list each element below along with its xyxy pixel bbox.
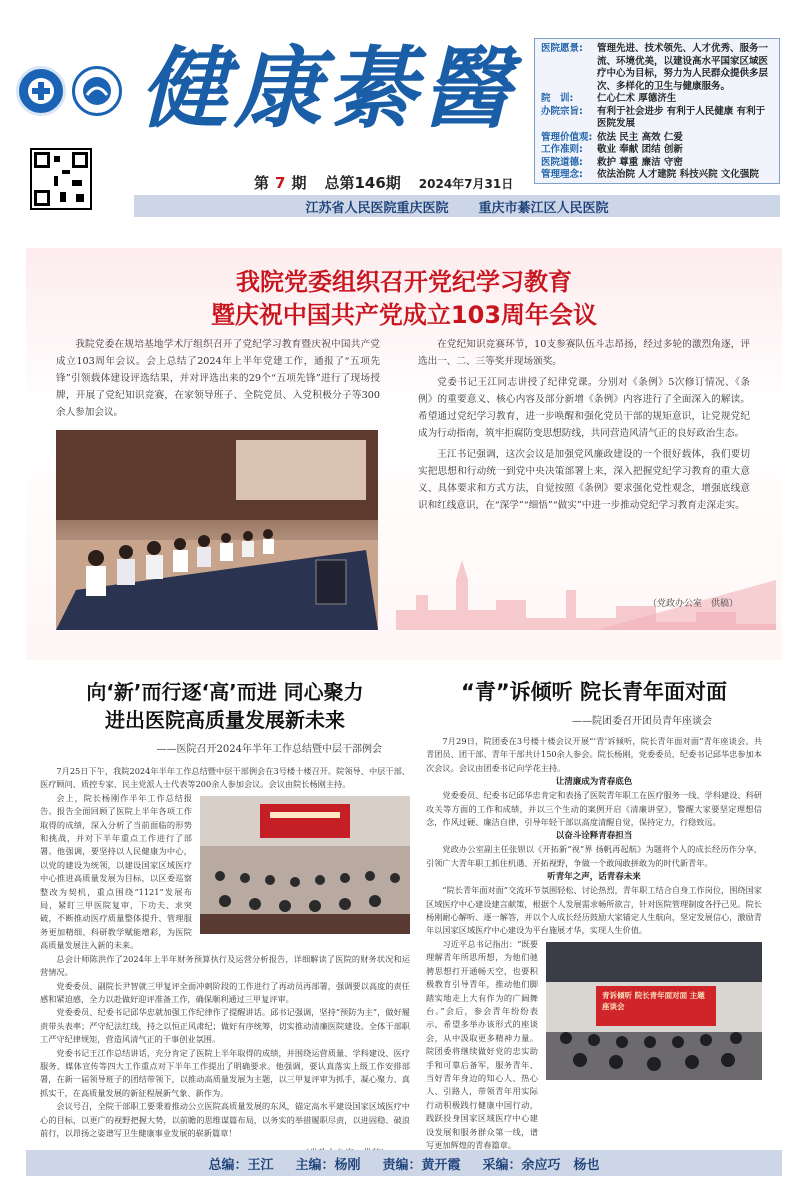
party-logo-icon [16, 66, 66, 116]
left-article-subtitle: ——医院召开2024年半年工作总结暨中层干部例会 [156, 744, 382, 755]
hospital-name-2: 重庆市綦江区人民医院 [478, 200, 609, 216]
forum-screen-text: 青诉倾听 院长青年面对面 主题座谈会 [602, 990, 705, 1011]
hospital-values-box: 医院愿景: 管理先进、技术领先、人才优秀、服务一流、环境优美，以建设高水平国家区域医疗中心为目标，努力为人民群众提供多层次、多样化的卫生与健康服务。 院 训: 仁心仁术 厚德济生 办院宗旨: 有利于社会进步 有利于人民健康 有利于医院发展 管理价值观: 依法 民主 高效 仁爱 工作准则: 敬业 奉献 团结 创新 医院道德: 救护 尊重 廉洁 守密 管理理念: 依法治院 人才建院 科技兴院 文化强院 [534, 38, 780, 184]
hospital-name-1: 江苏省人民医院重庆医院 [305, 200, 449, 216]
right-section-1: 让清廉成为青春底色 [555, 777, 633, 788]
right-paragraph-1: 7月29日，院团委在3号楼十楼会议开展“‘青’诉倾听，院长青年面对面”青年座谈会。共青团员、团干部、青年干部共计150余人参会。院长杨刚，党委委员、纪委书记邱华忠参加本次会议。会议由团委书记向学花主持。 [426, 736, 762, 773]
left-article-title [40, 678, 410, 734]
chief-editor: 总编：王江 [208, 1157, 274, 1173]
lead-title [26, 266, 782, 332]
responsible-editor: 责编：黄开霞 [382, 1157, 461, 1173]
issue-prefix: 第 [254, 174, 270, 192]
reporters: 采编：余应巧 杨也 [482, 1157, 600, 1173]
left-title-line1: 向‘新’而行逐‘高’而进 同心聚力 [86, 680, 364, 704]
right-paragraph-5: 习近平总书记指出：“既要理解青年所思所想，为他们驰骋思想打开通畅天空，也要积极教育引导青年，推动他们脚踏实地走上大有作为的广阔舞台。”会后，参会青年纷纷表示，希望多举办该形式的座谈会，从中汲取更多精神力量。院团委将继续做好党的忠实助手和可靠后备军，服务青年、当好青年身边的知心人、热心人、引路人，带领青年用实际行动积极践行健康中国行动，践跃投身国家区域医疗中心建设发展和服务群众第一线，谱写更加辉煌的青春篇章。 [426, 938, 538, 1150]
issue-date: 2024年7月31日 [418, 177, 514, 191]
right-section-2: 以奋斗诠释青春担当 [555, 831, 633, 842]
lead-credit: （党政办公室 供稿） [648, 599, 739, 609]
lead-paragraph-2: 在党纪知识竞赛环节，10支参赛队伍斗志昂扬，经过多轮的激烈角逐，评选出一、二、三等奖并现场颁奖。 [418, 339, 750, 367]
meeting-photo [56, 430, 378, 630]
hospital-logo-icon [72, 66, 122, 116]
right-section-3: 听青年之声，话青春未来 [547, 872, 641, 883]
hospital-name-bar [134, 195, 780, 217]
lead-article [26, 248, 782, 660]
right-paragraph-3: 党政办公室副主任张钡以《开拓新“视”界 扬帆再起航》为题将个人的成长经历作分享，引领广大青年职工抓住机遇、开拓视野，争做一个敢闯敢拼敢为的时代新青年。 [426, 844, 762, 868]
left-paragraph-7: 会议号召，全院干部职工要秉着推动公立医院高质量发展的东风，锚定高水平建设国家区域医疗中心的目标，以更广的视野把握大势，以前瞻的思维谋篇布局，以务实的举措履职尽责，以进固稳、破浪前行，以昂扬之姿谱写卫生健康事业发展的崭新篇章！ [40, 1101, 410, 1138]
right-article-subtitle: ——院团委召开团员青年座谈会 [572, 716, 712, 727]
newspaper-title: 健康綦醫 [140, 36, 517, 140]
lead-col-left [56, 336, 380, 421]
editor: 主编：杨刚 [295, 1157, 361, 1173]
youth-forum-photo [546, 942, 762, 1080]
left-paragraph-3: 总会计师陈洪作了2024年上半年财务预算执行及运营分析报告，详细解读了医院的财务状况和运营情况。 [40, 953, 410, 978]
lead-title-line1: 我院党委组织召开党纪学习教育 [236, 268, 572, 296]
footer-credits-bar [26, 1150, 782, 1176]
issue-total: 总第146期 [324, 174, 401, 192]
right-paragraph-2: 党委委员、纪委书记邱华忠肯定和表扬了医院青年职工在医疗服务一线、学科建设、科研攻关等方面的工作和成绩，并以三个生动的案例开启《清廉讲堂》，警醒大家要坚定理想信念，作风过硬、廉洁自律，引导年轻干部以高度清醒自觉，保持定力，行稳致远。 [426, 790, 762, 828]
left-paragraph-5: 党委委员、纪委书记邱华忠就加强工作纪律作了提醒讲话。邱书记强调，坚持“预防为主”，做好履责带头表率；严守纪法红线，持之以恒正风肃纪；做好有序统筹，切实推动清廉医院建设。全体干部职工严守纪律规矩，营造风清气正的干事创业氛围。 [40, 1007, 410, 1045]
right-article [426, 678, 762, 1150]
left-paragraph-2: 会上，院长杨刚作半年工作总结报告。报告全面回顾了医院上半年各项工作取得的成绩，深入分析了当前面临的形势和挑战，并对下半年重点工作进行了部署。他强调，要坚持以人民健康为中心，以党的建设为统领，以建设国家区域医疗中心推进高质量发展为目标，以区委巡察整改为契机，重点围绕“1121”发展布局，紧盯三甲医院复审，下功夫、求突破，不断推动医疗质量整体提升、管理服务更加精细、科研教学赋能增彩，为医院高质量发展注入新的未来。 [40, 792, 192, 951]
lead-paragraph-1: 我院党委在规培基地学术厅组织召开了党纪学习教育暨庆祝中国共产党成立103周年会议。会上总结了2024年上半年党建工作，通报了“五项先锋”引领载体建设评选结果，并对评选出来的29个“五项先锋”进行了现场授牌，开展了党纪知识竞赛，在家领导班子、全院党员、入党积极分子等300余人参加会议。 [56, 339, 380, 418]
summary-meeting-photo [200, 796, 410, 934]
lead-paragraph-4: 王江书记强调，这次会议是加强党风廉政建设的一个很好载体，我们要切实把思想和行动统一到党中央决策部署上来，深入把握党纪学习教育的重大意义、具体要求和方式方法，自觉按照《条例》要求强化党性观念，增强底线意识和红线意识，在“深学”“细悟”“做实”中进一步推动党纪学习教育走深走实。 [418, 449, 750, 511]
right-article-title: “青”诉倾听 院长青年面对面 [461, 680, 727, 704]
left-title-line2: 进出医院高质量发展新未来 [105, 708, 345, 732]
city-skyline-icon [396, 540, 776, 630]
left-paragraph-6: 党委书记王江作总结讲话，充分肯定了医院上半年取得的成绩，并围绕运营质量、学科建设、医疗服务、媒体宣传等四大工作重点对下半年工作提出了明确要求。他强调，要认真落实上级工作安排部署，在新一届领导班子的团结带领下，以推动高质量发展为主题，以三甲复评审为抓手，凝心聚力、真抓实干，在高质量发展的新征程展新气象、新作为。 [40, 1047, 410, 1098]
masthead [0, 0, 800, 222]
lead-col-right [418, 336, 750, 514]
issue-info [254, 172, 513, 193]
lead-title-line2: 暨庆祝中国共产党成立103周年会议 [210, 301, 598, 329]
left-article [40, 678, 410, 1138]
left-photo-block [40, 792, 410, 953]
issue-number: 7 [275, 174, 286, 192]
right-photo-block [426, 938, 762, 1153]
issue-suffix: 期 [291, 174, 307, 192]
lead-paragraph-3: 党委书记王江同志讲授了纪律党课。分别对《条例》5次修订情况、《条例》的重要意义、核心内容及部分新增《条例》内容进行了全面深入的解读。希望通过党纪学习教育，进一步唤醒和强化党员干部的规矩意识，让党规党纪成为行动指南，筑牢拒腐防变思想防线，共同营造风清气正的良好政治生态。 [418, 377, 750, 439]
forum-screen [596, 986, 716, 1026]
left-paragraph-4: 党委委员、副院长尹智就三甲复评全面冲刺阶段的工作进行了再动员再部署，强调要以高度的责任感和紧迫感，全力以赴做好迎评准备工作，确保顺利通过三甲复评审。 [40, 980, 410, 1004]
left-paragraph-1: 7月25日下午，我院2024年半年工作总结暨中层干部例会在3号楼十楼召开。院领导、中层干部、医疗顾问、质控专家、民主党派人士代表等200余人参加会议。会议由院长杨刚主持。 [40, 766, 410, 790]
right-paragraph-4: “院长青年面对面”交流环节氛围轻松、讨论热烈，青年职工结合自身工作岗位，围绕国家区域医疗中心建设建言献策，根据个人发展需求畅所欲言，针对医院管理制度各抒己见。院长杨刚耐心解听、逐一解答，并以个人成长经历鼓励大家锚定人生航向，坚定发展信心，激励青年以国家区域医疗中心建设为平台施展才华，实现人生价值。 [426, 885, 762, 936]
qr-code-icon [30, 148, 92, 210]
